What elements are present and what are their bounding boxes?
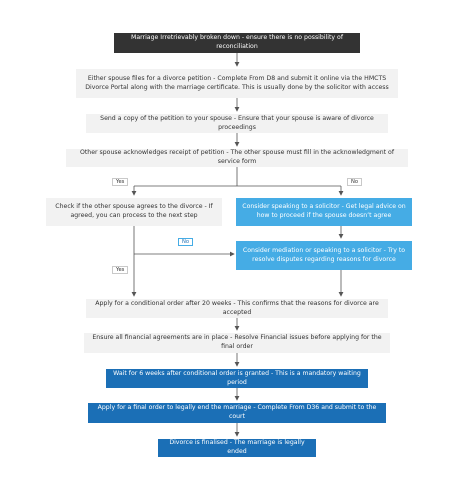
- step-divorce-petition: Either spouse files for a divorce petition - Complete From D8 and submit it online via the HMCTS Divorce Portal along with the marriage certificate. This is usually done by the solicitor with access: [76, 69, 398, 98]
- step-consider-solicitor: Consider speaking to a solicitor - Get legal advice on how to proceed if the spouse doesn’t agree: [236, 198, 412, 226]
- label-no: No: [347, 178, 362, 186]
- label-yes: Yes: [112, 178, 128, 186]
- step-conditional-order: Apply for a conditional order after 20 weeks - This confirms that the reasons for divorce are accepted: [86, 299, 388, 318]
- step-acknowledge-receipt: Other spouse acknowledges receipt of petition - The other spouse must fill in the acknowledgment of service form: [66, 149, 408, 167]
- step-final-order: Apply for a final order to legally end the marriage - Complete From D36 and submit to the court: [88, 403, 386, 423]
- step-wait-six-weeks: Wait for 6 weeks after conditional order is granted - This is a mandatory waiting period: [106, 369, 368, 388]
- label-no-middle: No: [178, 238, 193, 246]
- step-financial-agreements: Ensure all financial agreements are in place - Resolve Financial issues before applying for the final order: [84, 333, 390, 353]
- step-divorce-finalised: Divorce is finalised - The marriage is legally ended: [158, 439, 316, 457]
- step-marriage-broken-down: Marriage Irretrievably broken down - ensure there is no possibility of reconciliation: [114, 33, 360, 53]
- step-send-copy: Send a copy of the petition to your spouse - Ensure that your spouse is aware of divorce proceedings: [86, 114, 388, 133]
- step-check-agreement: Check if the other spouse agrees to the divorce - If agreed, you can process to the next step: [46, 198, 222, 226]
- step-mediation: Consider mediation or speaking to a solicitor - Try to resolve disputes regarding reasons for divorce: [236, 241, 412, 270]
- label-yes-lower: Yes: [112, 266, 128, 274]
